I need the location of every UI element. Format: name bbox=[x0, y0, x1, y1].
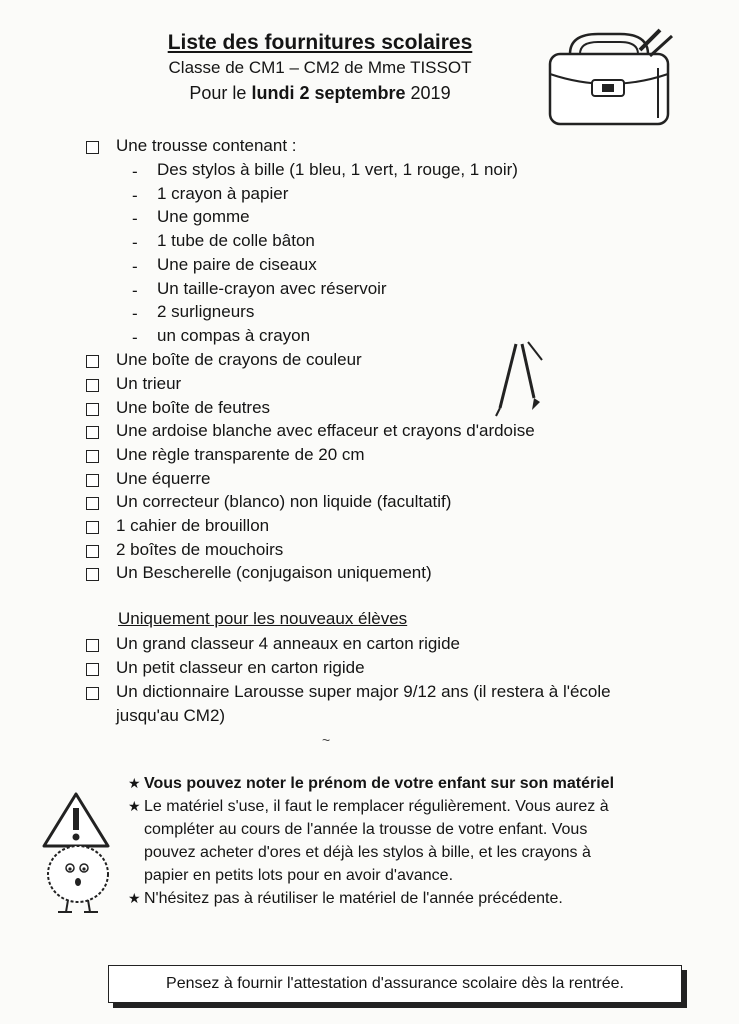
list-item-continued: jusqu'au CM2) bbox=[116, 706, 226, 725]
checkbox-icon[interactable] bbox=[86, 355, 99, 368]
list-item: Une règle transparente de 20 cm bbox=[116, 445, 365, 464]
list-item: Un dictionnaire Larousse super major 9/12 ans (il restera à l'école bbox=[116, 682, 611, 701]
trousse-item: un compas à crayon bbox=[157, 326, 311, 345]
note-text: Vous pouvez noter le prénom de votre enfant sur son matériel bbox=[144, 775, 615, 792]
dash-icon: - bbox=[132, 257, 138, 276]
list-item: 1 cahier de brouillon bbox=[116, 516, 270, 535]
page-title: Liste des fournitures scolaires bbox=[167, 31, 473, 54]
dash-icon: - bbox=[132, 186, 138, 205]
note-text: N'hésitez pas à réutiliser le matériel de l'année précédente. bbox=[144, 890, 563, 907]
warning-mascot-icon bbox=[38, 790, 124, 916]
dash-icon: - bbox=[132, 162, 138, 181]
checkbox-icon[interactable] bbox=[86, 474, 99, 487]
compass-icon bbox=[488, 338, 552, 418]
dash-icon: - bbox=[132, 209, 138, 228]
class-subtitle: Classe de CM1 – CM2 de Mme TISSOT bbox=[168, 58, 472, 77]
dash-icon: - bbox=[132, 304, 138, 323]
list-item: Un grand classeur 4 anneaux en carton rigide bbox=[116, 634, 460, 653]
list-item: Un petit classeur en carton rigide bbox=[116, 658, 365, 677]
checkbox-icon[interactable] bbox=[86, 426, 99, 439]
star-icon: ★ bbox=[128, 890, 141, 906]
checkbox-icon[interactable] bbox=[86, 521, 99, 534]
trousse-item: Un taille-crayon avec réservoir bbox=[157, 279, 387, 298]
dash-icon: - bbox=[132, 281, 138, 300]
checkbox-icon[interactable] bbox=[86, 663, 99, 676]
note-text: compléter au cours de l'année la trousse de votre enfant. Vous bbox=[144, 821, 588, 838]
trousse-item: 2 surligneurs bbox=[157, 302, 255, 321]
checkbox-icon[interactable] bbox=[86, 568, 99, 581]
scan-mark: ~ bbox=[322, 732, 331, 748]
list-item: 2 boîtes de mouchoirs bbox=[116, 540, 284, 559]
list-item: Une ardoise blanche avec effaceur et crayons d'ardoise bbox=[116, 421, 535, 440]
date-bold: lundi 2 septembre bbox=[251, 83, 406, 103]
star-icon: ★ bbox=[128, 775, 141, 791]
list-item: Un correcteur (blanco) non liquide (facultatif) bbox=[116, 492, 452, 511]
checkbox-icon[interactable] bbox=[86, 497, 99, 510]
school-bag-icon bbox=[540, 28, 678, 128]
checkbox-icon[interactable] bbox=[86, 403, 99, 416]
new-students-heading: Uniquement pour les nouveaux élèves bbox=[118, 609, 408, 628]
trousse-item: Une gomme bbox=[157, 207, 250, 226]
note-continued bbox=[128, 841, 708, 864]
trousse-item: 1 tube de colle bâton bbox=[157, 231, 315, 250]
checkbox-icon[interactable] bbox=[86, 141, 99, 154]
date-line bbox=[120, 80, 520, 106]
trousse-item: 1 crayon à papier bbox=[157, 184, 289, 203]
list-item: Une boîte de crayons de couleur bbox=[116, 350, 362, 369]
insurance-reminder bbox=[108, 965, 682, 1003]
trousse-item: Une paire de ciseaux bbox=[157, 255, 317, 274]
checkbox-icon[interactable] bbox=[86, 545, 99, 558]
list-item: Une trousse contenant : bbox=[116, 136, 297, 155]
note-continued bbox=[128, 818, 708, 841]
list-item: Un trieur bbox=[116, 374, 182, 393]
star-icon: ★ bbox=[128, 798, 141, 814]
list-item: Une boîte de feutres bbox=[116, 398, 271, 417]
note-text: papier en petits lots pour en avoir d'avance. bbox=[144, 867, 454, 884]
note-text: pouvez acheter d'ores et déjà les stylos à bille, et les crayons à bbox=[144, 844, 591, 861]
date-suffix: 2019 bbox=[410, 83, 451, 103]
list-item: Une équerre bbox=[116, 469, 211, 488]
list-item: Un Bescherelle (conjugaison uniquement) bbox=[116, 563, 432, 582]
trousse-item: Des stylos à bille (1 bleu, 1 vert, 1 rouge, 1 noir) bbox=[157, 160, 518, 179]
checkbox-icon[interactable] bbox=[86, 379, 99, 392]
insurance-reminder-text: Pensez à fournir l'attestation d'assurance scolaire dès la rentrée. bbox=[166, 975, 624, 992]
note-item bbox=[128, 772, 708, 795]
checkbox-icon[interactable] bbox=[86, 450, 99, 463]
dash-icon: - bbox=[132, 233, 138, 252]
note-text: Le matériel s'use, il faut le remplacer régulièrement. Vous aurez à bbox=[144, 798, 609, 815]
notes-block bbox=[128, 772, 708, 910]
note-item bbox=[128, 795, 708, 818]
dash-icon: - bbox=[132, 328, 138, 347]
date-prefix: Pour le bbox=[189, 83, 247, 103]
page-header bbox=[120, 30, 520, 106]
note-item bbox=[128, 887, 708, 910]
checkbox-icon[interactable] bbox=[86, 687, 99, 700]
note-continued bbox=[128, 864, 708, 887]
checkbox-icon[interactable] bbox=[86, 639, 99, 652]
